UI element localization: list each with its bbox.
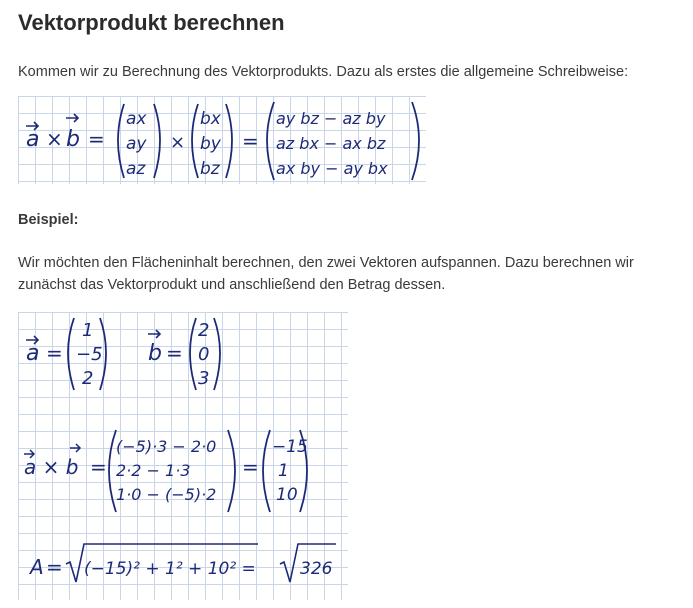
times-symbol: × <box>46 127 63 151</box>
paren-left <box>68 318 74 390</box>
vector-a-symbol: a <box>26 127 40 152</box>
paren-right <box>228 430 235 512</box>
vector-arrow-icon <box>66 114 78 122</box>
vec-b-1: 2 <box>198 320 210 341</box>
paren-left <box>192 104 198 178</box>
result-3: 10 <box>276 485 298 505</box>
vec-b-3: 3 <box>198 368 210 389</box>
intro-paragraph: Kommen wir zu Berechnung des Vektorprodukts. Dazu als erstes die allgemeine Schreibweise: <box>18 64 629 80</box>
vec-a-x: ax <box>126 109 147 129</box>
example-text-line-1: Wir möchten den Flächeninhalt berechnen, den zwei Vektoren aufspannen. Dazu berechnen wir <box>18 255 634 271</box>
equals-symbol-2: = <box>242 129 259 153</box>
paren-left <box>109 430 116 512</box>
vector-b-symbol: b <box>66 127 80 152</box>
vec-a-y: ay <box>126 134 147 154</box>
paren-left <box>118 104 124 178</box>
example-solution-image <box>18 312 348 600</box>
paren-left <box>263 430 270 512</box>
page-title: Vektorprodukt berechnen <box>18 10 285 35</box>
example-text-line-2: zunächst das Vektorprodukt und anschließend den Betrag dessen. <box>18 277 446 293</box>
vector-arrow-icon <box>70 444 80 452</box>
paren-right <box>412 102 419 180</box>
cross-row-3: 1·0 − (−5)·2 <box>116 485 217 504</box>
result-2: 1 <box>278 461 289 481</box>
vec-a-z: az <box>126 159 146 179</box>
cross-row-1: (−5)·3 − 2·0 <box>116 437 217 456</box>
vec-b-z: bz <box>200 159 220 179</box>
paren-right <box>226 104 232 178</box>
general-formula-drawing <box>18 96 426 184</box>
cross-row-2: 2·2 − 1·3 <box>116 461 191 480</box>
paren-left <box>190 318 196 390</box>
vec-b-2: 0 <box>198 344 210 365</box>
paren-right <box>214 318 220 390</box>
times-symbol-2: × <box>170 132 186 153</box>
result-row-2: az bx − ax bz <box>276 134 386 153</box>
general-formula-image <box>18 96 426 184</box>
vec-a-1: 1 <box>82 320 94 341</box>
equals-symbol: = <box>46 341 63 365</box>
cross-product-label: a × b <box>24 455 79 479</box>
result-1: −15 <box>272 437 308 457</box>
equals-symbol-result: = <box>242 455 259 479</box>
area-result: 326 <box>300 559 333 579</box>
area-equals: = <box>46 555 63 579</box>
area-expression: (−15)² + 1² + 10² = <box>84 559 256 579</box>
example-b-symbol: b <box>148 341 162 366</box>
vec-b-y: by <box>200 134 221 154</box>
vec-a-3: 2 <box>82 368 94 389</box>
paren-right <box>154 104 160 178</box>
example-a-symbol: a <box>26 341 40 366</box>
paren-left <box>267 102 274 180</box>
equals-symbol: = <box>88 127 105 151</box>
equals-symbol-cross: = <box>90 455 107 479</box>
equals-symbol-b: = <box>166 341 183 365</box>
example-solution-drawing <box>18 312 348 600</box>
result-row-1: ay bz − az by <box>276 109 386 128</box>
vec-b-x: bx <box>200 109 221 129</box>
example-heading: Beispiel: <box>18 212 79 228</box>
vector-arrow-icon <box>148 330 160 338</box>
result-row-3: ax by − ay bx <box>276 159 388 178</box>
area-A: A <box>30 555 44 579</box>
vec-a-2: −5 <box>76 344 103 365</box>
